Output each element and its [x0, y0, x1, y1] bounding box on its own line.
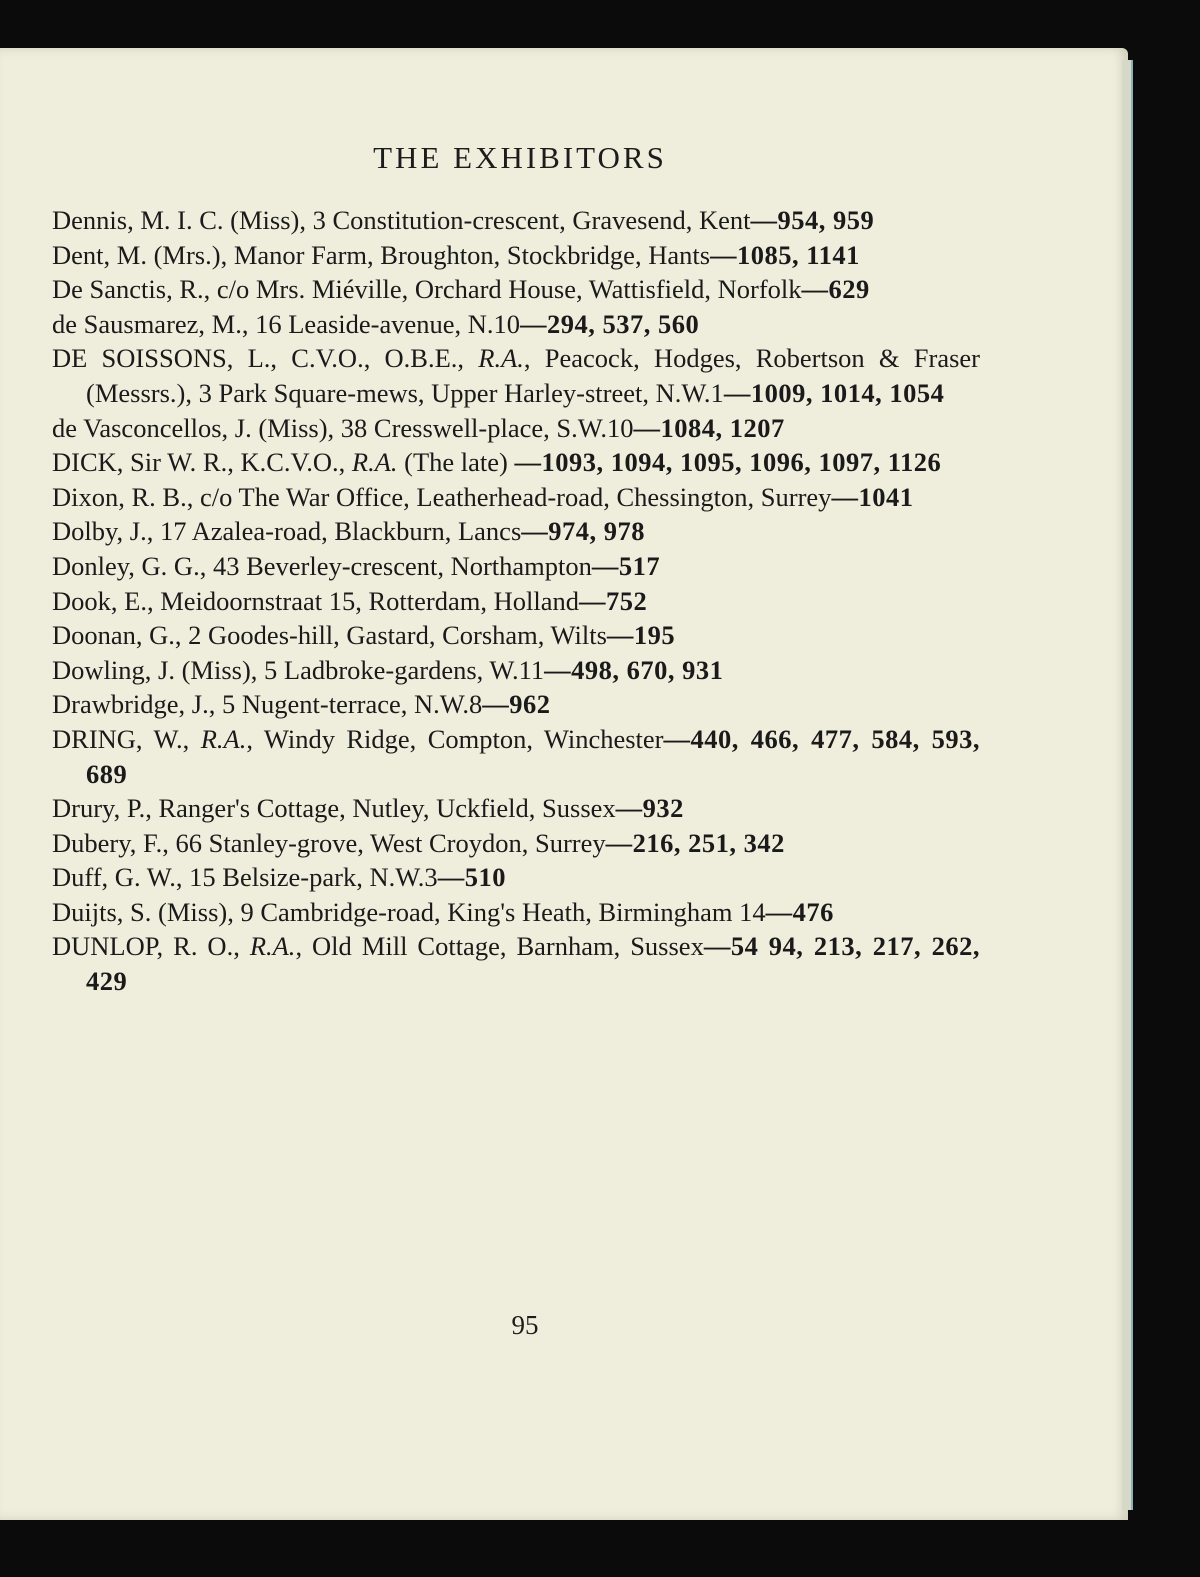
- exhibitor-name: De Sanctis, R.: [52, 274, 204, 305]
- exhibitor-details: , Manor Farm, Broughton, Stockbridge, Hants: [220, 239, 711, 270]
- exhibitor-name: Dubery, F.: [52, 827, 163, 858]
- exhibitor-entry: [52, 272, 980, 307]
- exhibitor-name: DE SOISSONS, L., C.V.O., O.B.E.,: [52, 343, 479, 374]
- exhibit-numbers: —1009, 1014, 1054: [723, 377, 945, 408]
- exhibitor-entry: [52, 584, 980, 619]
- exhibitor-details: , c/o The War Office, Leatherhead-road, Chessington, Surrey: [186, 481, 832, 512]
- exhibitor-entry: [52, 411, 980, 446]
- exhibitor-details: , 66 Stanley-grove, West Croydon, Surrey: [162, 827, 606, 858]
- exhibit-numbers: —1093, 1094, 1095, 1096, 1097, 1126: [514, 447, 942, 478]
- exhibitor-entry: [52, 826, 980, 861]
- exhibitor-name: Dowling, J. (Miss): [52, 654, 251, 685]
- exhibit-numbers: —517: [591, 550, 661, 581]
- academician-title: R.A.: [249, 931, 296, 962]
- exhibit-numbers: —216, 251, 342: [605, 827, 785, 858]
- exhibitor-entry: [52, 445, 980, 480]
- exhibit-numbers: —1041: [831, 481, 914, 512]
- exhibitor-entry: [52, 341, 980, 410]
- exhibitor-name: DICK, Sir W. R., K.C.V.O.,: [52, 447, 352, 478]
- exhibitor-name: Dolby, J.: [52, 516, 147, 547]
- exhibit-numbers: —752: [578, 585, 648, 616]
- page-edge: [1122, 60, 1133, 1510]
- exhibitor-details: , Ranger's Cottage, Nutley, Uckfield, Sussex: [145, 793, 616, 824]
- exhibitor-details: , 9 Cambridge-road, King's Heath, Birmingham 14: [227, 896, 766, 927]
- exhibitor-entry: [52, 238, 980, 273]
- exhibit-numbers: —498, 670, 931: [544, 654, 724, 685]
- exhibitor-entry: [52, 791, 980, 826]
- exhibitor-name: de Vasconcellos, J. (Miss): [52, 412, 328, 443]
- exhibitor-name: Doonan, G.: [52, 620, 175, 651]
- exhibitor-details: , Meidoornstraat 15, Rotterdam, Holland: [146, 585, 579, 616]
- exhibitor-name: Dent, M. (Mrs.): [52, 239, 221, 270]
- exhibitor-name: Duijts, S. (Miss): [52, 896, 228, 927]
- exhibitor-details: , 15 Belsize-park, N.W.3: [175, 862, 438, 893]
- exhibitor-name: DRING, W.,: [52, 723, 201, 754]
- exhibitor-name: de Sausmarez, M.: [52, 308, 242, 339]
- exhibitor-entry: [52, 514, 980, 549]
- exhibit-numbers: —962: [482, 689, 551, 720]
- exhibitor-name: DUNLOP, R. O.,: [52, 931, 250, 962]
- exhibit-numbers: —974, 978: [521, 516, 646, 547]
- exhibit-numbers: —54 94, 213, 217, 262, 429: [86, 931, 981, 997]
- exhibitor-details: , Old Mill Cottage, Barnham, Sussex: [295, 931, 704, 962]
- exhibitor-details: , 43 Beverley-crescent, Northampton: [199, 550, 592, 581]
- exhibitor-name: Dook, E.: [52, 585, 147, 616]
- exhibitor-entry: [52, 929, 980, 998]
- exhibitor-details: (The late): [397, 447, 515, 478]
- exhibitor-list: [52, 203, 980, 999]
- exhibitor-entry: [52, 203, 980, 238]
- exhibitor-name: Dixon, R. B.: [52, 481, 187, 512]
- exhibitor-details: , 5 Nugent-terrace, N.W.8: [208, 689, 483, 720]
- exhibitor-name: Drawbridge, J.: [52, 689, 209, 720]
- exhibit-numbers: —1085, 1141: [710, 239, 860, 270]
- exhibitor-details: , 5 Ladbroke-gardens, W.11: [250, 654, 545, 685]
- exhibitor-details: , 16 Leaside-avenue, N.10: [241, 308, 521, 339]
- exhibitor-details: , Peacock, Hodges, Robertson & Fraser (Messrs.), 3 Park Square-mews, Upper Harley-street, N.W.1: [86, 343, 980, 408]
- academician-title: R.A.: [478, 343, 524, 374]
- exhibit-numbers: —195: [606, 620, 676, 651]
- academician-title: R.A.: [351, 447, 398, 478]
- exhibitor-entry: [52, 860, 980, 895]
- exhibitor-details: , 3 Constitution-crescent, Gravesend, Kent: [299, 205, 751, 235]
- exhibit-numbers: —629: [801, 274, 870, 305]
- exhibitor-entry: [52, 307, 980, 342]
- exhibitor-entry: [52, 687, 980, 722]
- exhibit-numbers: —476: [765, 896, 834, 927]
- exhibit-numbers: —294, 537, 560: [520, 308, 700, 339]
- exhibitor-details: , Windy Ridge, Compton, Winchester: [246, 723, 664, 754]
- exhibitor-entry: [52, 618, 980, 653]
- academician-title: R.A.: [200, 723, 247, 754]
- exhibitor-name: Dennis, M. I. C. (Miss): [52, 205, 300, 235]
- page-number: 95: [511, 1310, 539, 1340]
- exhibitor-details: , c/o Mrs. Miéville, Orchard House, Wattisfield, Norfolk: [203, 274, 802, 305]
- exhibitor-name: Donley, G. G.: [52, 550, 200, 581]
- exhibit-numbers: —510: [437, 862, 506, 893]
- exhibitor-entry: [52, 653, 980, 688]
- exhibit-numbers: —1084, 1207: [633, 412, 785, 443]
- page-heading: THE EXHIBITORS: [373, 140, 667, 175]
- exhibit-numbers: —954, 959: [750, 205, 875, 235]
- exhibitor-entry: [52, 480, 980, 515]
- exhibitor-details: , 17 Azalea-road, Blackburn, Lancs: [146, 516, 522, 547]
- exhibit-numbers: —440, 466, 477, 584, 593, 689: [86, 723, 981, 789]
- exhibitor-entry: [52, 722, 980, 791]
- exhibitor-entry: [52, 895, 980, 930]
- exhibitor-details: , 38 Cresswell-place, S.W.10: [327, 412, 634, 443]
- exhibitor-entry: [52, 549, 980, 584]
- exhibit-numbers: —932: [615, 793, 684, 824]
- exhibitor-name: Drury, P.: [52, 793, 146, 824]
- exhibitor-name: Duff, G. W.: [52, 862, 176, 893]
- exhibitor-details: , 2 Goodes-hill, Gastard, Corsham, Wilts: [174, 620, 607, 651]
